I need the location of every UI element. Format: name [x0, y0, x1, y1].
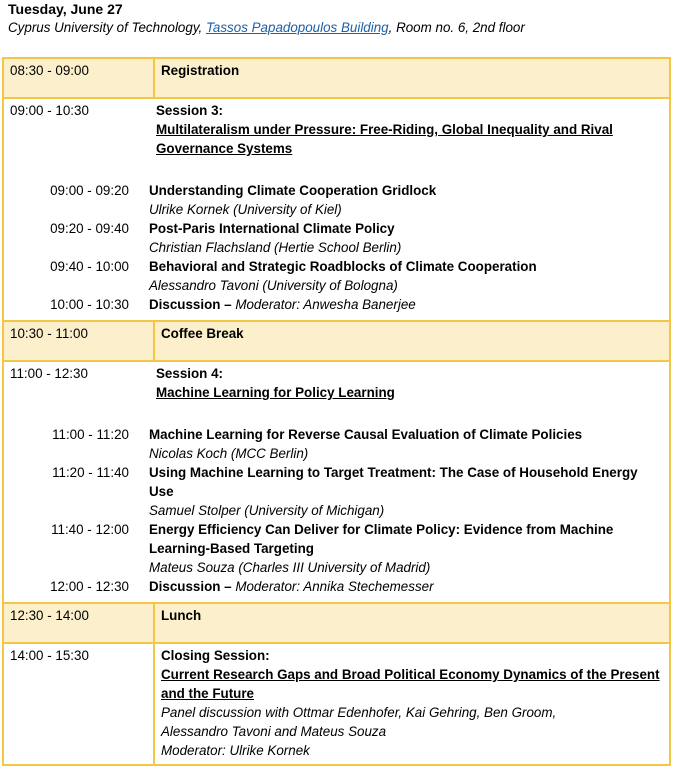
closing-time: 14:00 - 15:30 — [3, 643, 154, 765]
venue-link[interactable]: Tassos Papadopoulos Building — [205, 20, 389, 35]
schedule-table — [2, 57, 671, 766]
talk-title: Understanding Climate Cooperation Gridlock — [149, 183, 437, 198]
closing-panel-line2: Alessandro Tavoni and Mateus Souza — [161, 724, 387, 739]
closing-content — [154, 643, 670, 765]
talk-speaker: Samuel Stolper (University of Michigan) — [149, 503, 385, 518]
session3-content — [141, 101, 613, 158]
talk-time: 09:20 - 09:40 — [50, 221, 129, 236]
talk-speaker: Nicolas Koch (MCC Berlin) — [149, 446, 309, 461]
talk-title-line2: Use — [149, 484, 174, 499]
talk-item — [4, 520, 669, 577]
discussion-moderator: Moderator: Anwesha Banerjee — [235, 297, 416, 312]
venue-prefix: Cyprus University of Technology, — [8, 20, 206, 35]
talk-item — [4, 463, 669, 520]
session3-row — [3, 98, 670, 321]
session4-title: Machine Learning for Policy Learning — [156, 385, 395, 400]
lunch-time: 12:30 - 14:00 — [3, 603, 154, 643]
closing-label: Closing Session: — [161, 648, 270, 663]
registration-row — [3, 58, 670, 98]
closing-title-line2: and the Future — [161, 686, 254, 701]
talk-title-line1: Using Machine Learning to Target Treatment: The Case of Household Energy — [149, 465, 638, 480]
session4-time: 11:00 - 12:30 — [10, 366, 88, 381]
lunch-title: Lunch — [154, 603, 670, 643]
session4-row — [3, 361, 670, 603]
coffee-row — [3, 321, 670, 361]
talk-time: 09:00 - 09:20 — [50, 183, 129, 198]
closing-title-line1: Current Research Gaps and Broad Political Economy Dynamics of the Present — [161, 667, 660, 682]
talk-speaker: Ulrike Kornek (University of Kiel) — [149, 202, 342, 217]
session3-time: 09:00 - 10:30 — [10, 103, 89, 118]
talk-speaker: Christian Flachsland (Hertie School Berlin) — [149, 240, 402, 255]
session3-label: Session 3: — [156, 103, 223, 118]
talk-time: 11:40 - 12:00 — [51, 522, 129, 537]
talk-item — [4, 425, 669, 463]
lunch-row — [3, 603, 670, 643]
talk-title: Post-Paris International Climate Policy — [149, 221, 395, 236]
venue-line — [8, 18, 525, 38]
closing-row — [3, 643, 670, 765]
discussion-time: 10:00 - 10:30 — [50, 297, 129, 312]
discussion-item — [4, 295, 669, 320]
talk-title-line1: Energy Efficiency Can Deliver for Climate Policy: Evidence from Machine — [149, 522, 614, 537]
session4-cell — [3, 361, 670, 603]
discussion-time: 12:00 - 12:30 — [50, 579, 129, 594]
talk-title-line2: Learning-Based Targeting — [149, 541, 314, 556]
discussion-label: Discussion – — [149, 297, 236, 312]
talk-time: 11:00 - 11:20 — [52, 427, 129, 442]
talk-item — [4, 219, 669, 257]
session4-label: Session 4: — [156, 366, 223, 381]
closing-panel-line1: Panel discussion with Ottmar Edenhofer, Kai Gehring, Ben Groom, — [161, 705, 557, 720]
discussion-label: Discussion – — [149, 579, 236, 594]
day-heading: Tuesday, June 27 — [8, 1, 123, 17]
coffee-title: Coffee Break — [154, 321, 670, 361]
session3-cell — [3, 98, 670, 321]
talk-speaker: Alessandro Tavoni (University of Bologna) — [149, 278, 398, 293]
talk-title: Machine Learning for Reverse Causal Evaluation of Climate Policies — [149, 427, 583, 442]
discussion-item — [4, 577, 669, 602]
talk-item — [4, 181, 669, 219]
discussion-moderator: Moderator: Annika Stechemesser — [235, 579, 434, 594]
registration-time: 08:30 - 09:00 — [3, 58, 154, 98]
talk-item — [4, 257, 669, 295]
venue-suffix: , Room no. 6, 2nd floor — [388, 20, 525, 35]
coffee-time: 10:30 - 11:00 — [3, 321, 154, 361]
talk-time: 09:40 - 10:00 — [50, 259, 129, 274]
page-header — [8, 0, 525, 38]
talk-time: 11:20 - 11:40 — [52, 465, 129, 480]
session3-title-line1: Multilateralism under Pressure: Free-Riding, Global Inequality and Rival — [156, 122, 613, 137]
session3-title-line2: Governance Systems — [156, 141, 293, 156]
closing-moderator: Moderator: Ulrike Kornek — [161, 743, 310, 758]
talk-speaker: Mateus Souza (Charles III University of Madrid) — [149, 560, 431, 575]
registration-title: Registration — [154, 58, 670, 98]
talk-title: Behavioral and Strategic Roadblocks of Climate Cooperation — [149, 259, 537, 274]
